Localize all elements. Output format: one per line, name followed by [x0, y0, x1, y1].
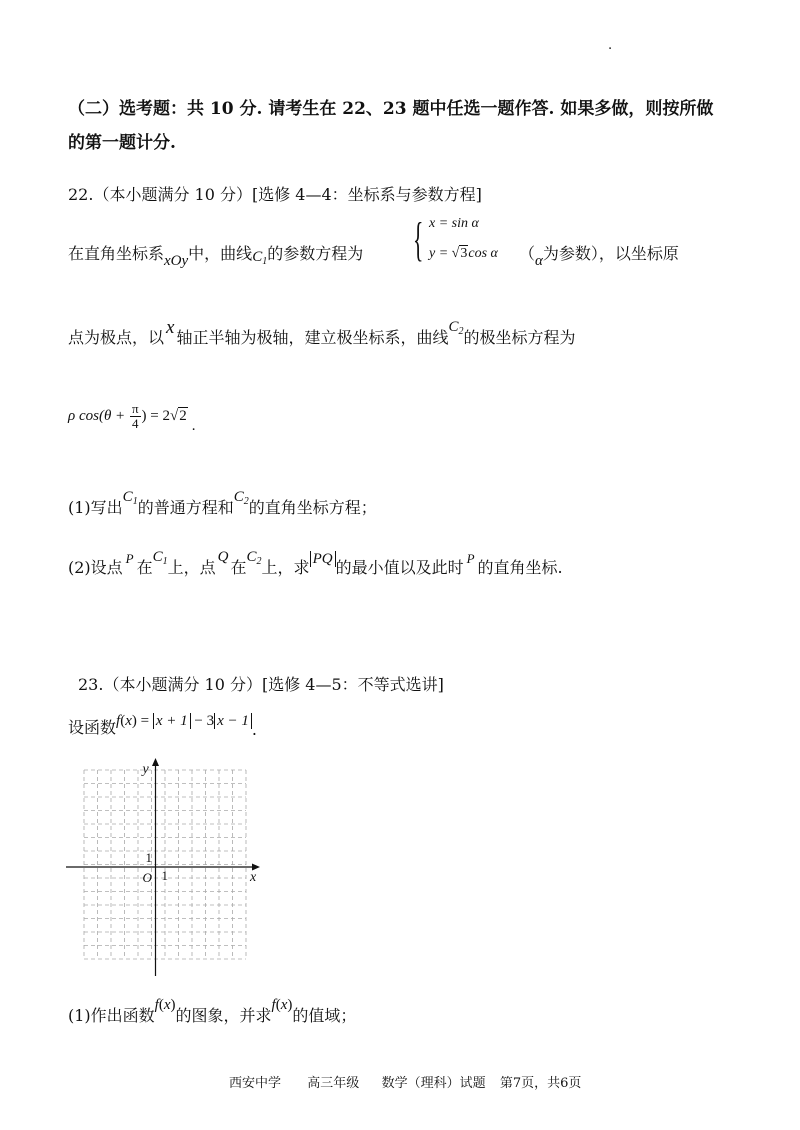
q22-s2-c2-sub: 2 — [256, 556, 262, 567]
q23-s1-x2: x — [280, 997, 288, 1013]
q22-eq-x: x = sin α — [429, 216, 479, 231]
q22-c2-subscript: 2 — [458, 326, 464, 337]
x-axis-label: x — [250, 870, 257, 885]
q23-p1-text-a: 设函数 — [68, 718, 117, 737]
grid-axes — [66, 758, 260, 976]
y-unit-label: 1 — [145, 850, 152, 865]
q23-equals: = — [136, 713, 153, 729]
q22-eq-y-lhs: y = — [429, 246, 452, 261]
q23-s1-f: f — [154, 997, 159, 1013]
q22-eq-y-root: 3 — [460, 246, 468, 261]
q22-subquestion-1 — [68, 489, 377, 518]
q23-minus-3: − 3 — [190, 713, 215, 729]
q22-s2-c2: C — [246, 549, 257, 565]
q23-abs-1: x + 1 — [153, 713, 191, 729]
q22-eq-y-rhs: cos α — [468, 246, 498, 261]
q22-polar-equation: ρ cos(θ + $\frac{\pi}{4}$ ) = 2√2. — [68, 401, 196, 434]
y-axis-arrow — [152, 758, 159, 766]
q22-s2-text-d: 在 — [230, 558, 247, 577]
q22-p2-text-a: 点为极点，以 — [68, 328, 165, 347]
section-title-line2: 的第一题计分. — [68, 133, 176, 153]
q22-s2-c1: C — [152, 549, 163, 565]
q23-abs-2: x − 1 — [214, 713, 252, 729]
q23-function-line — [68, 715, 257, 738]
q22-p2-text-c: 的极坐标方程为 — [463, 328, 576, 347]
q22-eq-y: y = √3cos α — [429, 246, 498, 261]
footer-page: 第7页，共6页 — [499, 1076, 582, 1091]
q22-s2-text-c: 上，点 — [167, 558, 216, 577]
q23-s1-paren-close: ) — [170, 997, 176, 1013]
q22-s1-c1: C — [122, 489, 133, 505]
footer-grade: 高三年级 — [307, 1076, 360, 1091]
q22-polar-rhs: ) = 2 — [141, 407, 170, 424]
q22-p1-text-d: 为参数），以坐标原 — [542, 244, 679, 263]
q22-c2-symbol: C — [448, 319, 459, 335]
q22-p2-text-b: 轴正半轴为极轴，建立极坐标系，曲线 — [176, 328, 449, 347]
q22-s2-p: P — [125, 551, 134, 566]
q22-s2-text-a: (2)设点 — [68, 558, 123, 577]
q22-parametric-system — [413, 212, 523, 272]
q22-p1-text-b: 中，曲线 — [188, 244, 253, 263]
q22-c1-symbol: C — [252, 249, 263, 265]
q22-paren-open: （ — [519, 244, 536, 263]
q22-p1-text-c: 的参数方程为 — [267, 244, 364, 263]
x-unit-label: 1 — [161, 868, 168, 883]
q22-paragraph-1-tail — [519, 241, 679, 269]
q23-s1-text-b: 的图象，并求 — [175, 1006, 272, 1025]
q22-s2-text-b: 在 — [136, 558, 153, 577]
origin-label: O — [142, 870, 152, 885]
q22-s2-c1-sub: 1 — [162, 556, 168, 567]
q23-s1-paren-open: ( — [158, 997, 164, 1013]
q22-s2-text-f: 的最小值以及此时 — [335, 558, 464, 577]
q22-p1-text-a: 在直角坐标系 — [68, 244, 165, 263]
q23-paren-open: ( — [120, 713, 126, 729]
q22-xoy: xOy — [164, 253, 189, 269]
q22-s2-q: Q — [217, 549, 229, 565]
q22-subquestion-2 — [68, 549, 563, 578]
q23-s1-paren-close2: ) — [287, 997, 293, 1013]
q22-s1-c2: C — [233, 489, 244, 505]
q22-system-brace: { — [413, 213, 424, 266]
q22-header: 22.（本小题满分 10 分）[选修 4—4：坐标系与参数方程] — [68, 185, 482, 204]
q22-polar-period: . — [191, 417, 196, 434]
q22-paragraph-2 — [68, 317, 576, 349]
q23-coordinate-grid — [60, 756, 270, 978]
q23-s1-text-c: 的值域； — [292, 1006, 357, 1025]
q23-header: 23.（本小题满分 10 分）[选修 4—5：不等式选讲] — [78, 675, 444, 694]
q22-alpha: α — [535, 253, 543, 269]
q22-polar-root: 2 — [179, 407, 187, 424]
q22-s2-text-g: 的直角坐标. — [477, 558, 563, 577]
q22-s2-text-e: 上，求 — [261, 558, 310, 577]
q23-f-symbol: f — [116, 713, 121, 729]
q22-s1-c1-sub: 1 — [132, 496, 138, 507]
q22-s2-p2: P — [466, 551, 475, 566]
section-title-line1: （二）选考题：共 10 分. 请考生在 22、23 题中任选一题作答. 如果多做，则按所做 — [68, 99, 714, 119]
footer — [229, 1072, 581, 1091]
q23-paren-close: ) — [131, 713, 137, 729]
y-axis-label: y — [142, 762, 149, 777]
q23-s1-x: x — [163, 997, 171, 1013]
q22-s1-text-b: 的普通方程和 — [137, 498, 234, 517]
q22-paragraph-1 — [68, 241, 364, 269]
grid-lines — [84, 770, 246, 959]
stray-dot: . — [608, 38, 613, 53]
q22-s1-text-a: (1)写出 — [68, 498, 123, 517]
footer-subject: 数学（理科）试题 — [381, 1076, 486, 1091]
footer-school: 西安中学 — [229, 1076, 282, 1091]
q23-period: . — [251, 720, 257, 739]
q22-s2-pq: PQ — [310, 551, 336, 567]
q22-c1-subscript: 1 — [262, 256, 268, 267]
q22-x-var: x — [166, 317, 175, 338]
q22-polar-denominator: 4 — [131, 416, 139, 431]
q22-polar-numerator: π — [131, 401, 139, 416]
q23-s1-f2: f — [271, 997, 276, 1013]
q22-polar-lhs: ρ cos(θ + — [68, 407, 129, 424]
q23-s1-text-a: (1)作出函数 — [68, 1006, 155, 1025]
q22-s1-text-c: 的直角坐标方程； — [248, 498, 377, 517]
q23-subquestion-1 — [68, 997, 357, 1026]
q23-x-var: x — [125, 713, 132, 729]
q23-s1-paren-open2: ( — [275, 997, 281, 1013]
q22-s1-c2-sub: 2 — [243, 496, 249, 507]
